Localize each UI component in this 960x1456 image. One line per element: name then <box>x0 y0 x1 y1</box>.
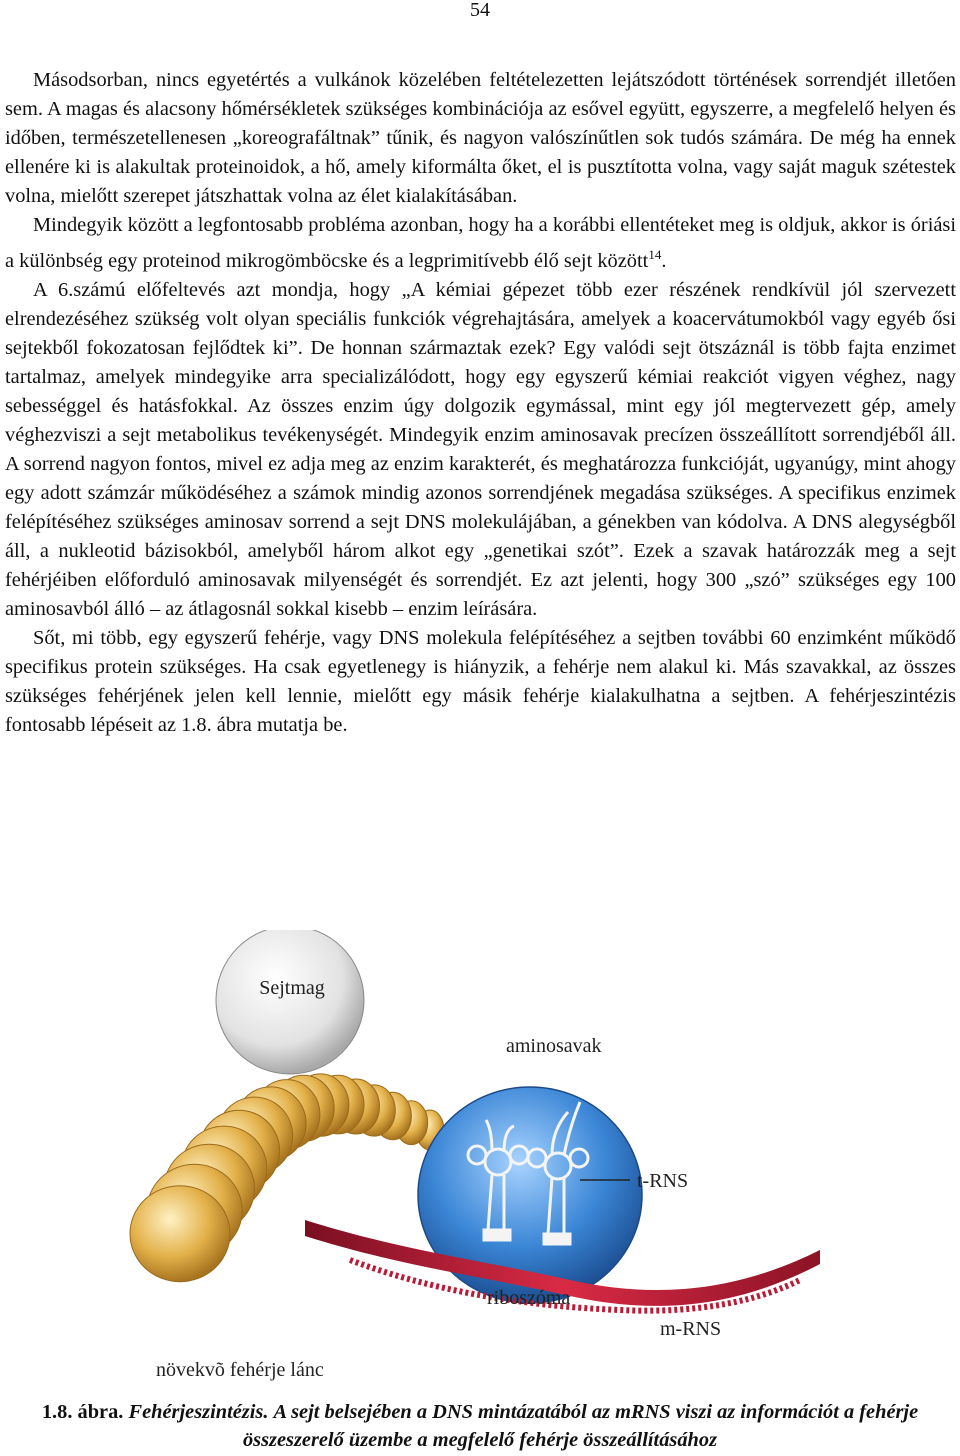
protein-chain-bead <box>130 1186 230 1282</box>
paragraph-1: Másodsorban, nincs egyetértés a vulkánok közelében feltételezetten lejátszódott történések sorrendjét illetően sem. A magas és alacsony hőmérsékletek szükséges kombinációja az esővel együtt, egyszerre, a megfelelő helyen és időben, természetellenesen „koreografáltnak” tűnik, és nagyon valószínűtlen sok tudós számára. De még ha ennek ellenére ki is alakultak proteinoidok, a hő, amely kiformálta őket, el is pusztította volna, vagy saját maguk szétestek volna, mielőtt szerepet játszhattak volna az élet kialakításában. <box>5 69 956 207</box>
nucleus-label: Sejtmag <box>259 977 325 999</box>
caption-title: Fehérjeszintézis. <box>128 1401 269 1423</box>
nucleus-sphere <box>216 930 364 1074</box>
caption-text: A sejt belsejében a DNS mintázatából az mRNS viszi az információt a fehérje összeszerelő üzembe a megfelelő fehérje összeállításához <box>242 1401 919 1451</box>
protein-chain-label: növekvõ fehérje lánc <box>156 1359 324 1381</box>
footnote-ref: 14 <box>648 247 662 262</box>
body-text <box>5 66 956 740</box>
figure-illustration <box>100 930 860 1390</box>
paragraph-4: Sőt, mi több, egy egyszerű fehérje, vagy DNS molekula felépítéséhez a sejtben további 60 enzimként működő specifikus protein szükséges. Ha csak egyetlenegy is hiányzik, a fehérje nem alakul ki. Más szavakkal, az összes szükséges fehérjének jelen kell lennie, mielőtt egy másik fehérje kialakulhatna a sejtben. A fehérjeszintézis fontosabb lépéseit az 1.8. ábra mutatja be. <box>5 626 956 736</box>
paragraph-3: A 6.számú előfeltevés azt mondja, hogy „A kémiai gépezet több ezer részének rendkívül jól szervezett elrendezéséhez szükség volt olyan speciális funkciók végrehajtására, amelyek a koacervátumokból vagy egyéb ősi sejtekből fokozatosan fejlődtek ki”. De honnan származtak ezek? Egy valódi sejt ötszáznál is több fajta enzimet tartalmaz, amelyek mindegyike arra specializálódott, hogy egy egyszerű kémiai reakciót vigyen véghez, nagy sebességgel és hatásfokkal. Az összes enzim úgy dolgozik egymással, mint egy jól megtervezett gép, amely véghezviszi a sejt metabolikus tevékenységét. Mindegyik enzim aminosavak precízen összeállított sorrendjéből áll. A sorrend nagyon fontos, mivel ez adja meg az enzim karakterét, és meghatározza funkcióját, ugyanúgy, mint ahogy egy adott számzár működéséhez a számok mindig azonos sorrendjének megadása szükséges. A specifikus enzimek felépítéséhez szükséges aminosav sorrend a sejt DNS molekulájában, a génekben van kódolva. A DNS alegységből áll, a nukleotid bázisokból, amelyből három alkot egy „genetikai szót”. Ezek a szavak határozzák meg a sejt fehérjéiben előforduló aminosavak milyenségét és sorrendjét. Ez azt jelenti, hogy 300 „szó” szükséges egy 100 aminosavból álló – az átlagosnál sokkal kisebb – enzim leírására. <box>5 278 956 620</box>
amino-acids-label: aminosavak <box>506 1035 602 1057</box>
mrna-label: m-RNS <box>660 1318 722 1340</box>
page-number: 54 <box>470 0 490 21</box>
figure-caption <box>0 1398 960 1454</box>
paragraph-2-text: Mindegyik között a legfontosabb probléma azonban, hogy ha a korábbi ellentéteket meg is oldjuk, akkor is óriási a különbség egy proteinod mikrogömböcske és a legprimitívebb élő sejt között <box>5 214 957 272</box>
footnote-after: . <box>661 249 667 272</box>
trna-label: t-RNS <box>637 1170 689 1192</box>
ribosome-label: riboszóma <box>487 1287 571 1309</box>
caption-number: 1.8. ábra. <box>41 1401 124 1423</box>
protein-synthesis-figure <box>100 930 860 1390</box>
paragraph-2 <box>5 211 956 276</box>
